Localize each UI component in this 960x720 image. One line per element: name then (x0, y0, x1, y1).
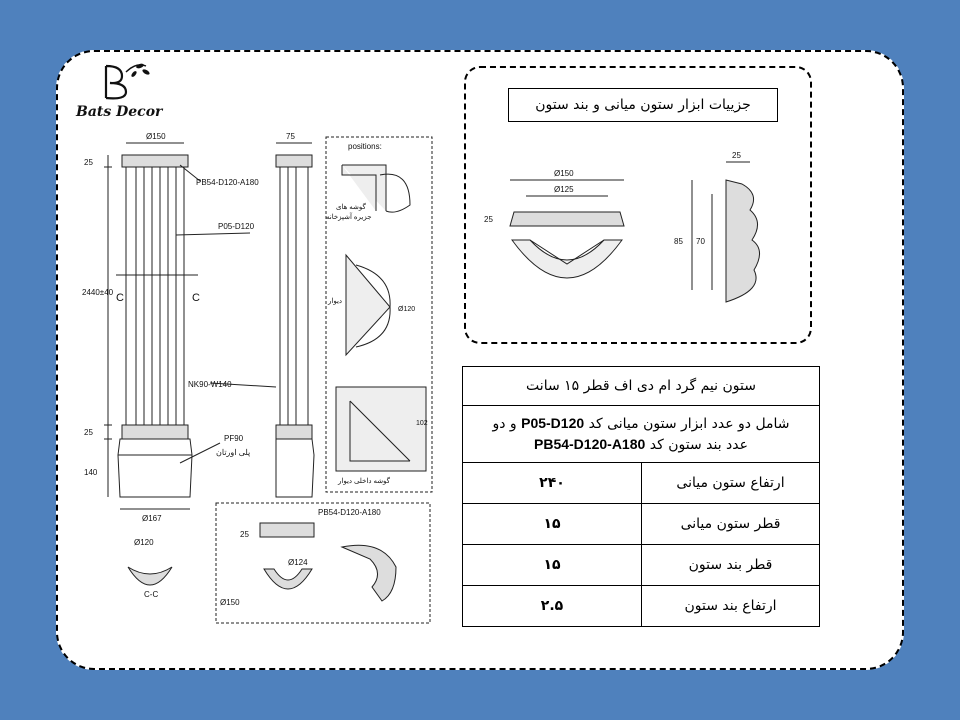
dim-base-height: 140 (84, 468, 98, 477)
spec-label: ارتفاع ستون میانی (642, 463, 820, 504)
detail-dim-outer: Ø150 (554, 169, 574, 178)
detail-drawing (474, 140, 804, 320)
spec-row (463, 586, 820, 627)
dim-pos-dia: Ø120 (398, 306, 416, 313)
position-1-label-b: جزیره آشپزخانه (326, 214, 372, 221)
spec-description (463, 406, 820, 463)
spec-row (463, 504, 820, 545)
positions-label: positions: (348, 142, 382, 151)
detail-dim-total: 85 (674, 237, 683, 246)
position-2-label: دیوار (328, 298, 343, 305)
desc-text-2: و دو (492, 416, 522, 432)
detail-title: جزییات ابزار ستون میانی و بند ستون (508, 88, 778, 122)
dim-top-diameter: Ø150 (146, 132, 166, 141)
spec-row (463, 545, 820, 586)
detail-dim-width: 25 (732, 151, 741, 160)
section-name: C-C (144, 590, 159, 599)
dim-section-dia: Ø120 (134, 538, 154, 547)
dim-ring-outer: Ø150 (220, 598, 240, 607)
section-marker-right: C (192, 292, 200, 304)
spec-value: ۱۵ (463, 504, 642, 545)
dim-top-height: 25 (84, 158, 93, 167)
spec-title: ستون نیم گرد ام دی اف قطر ۱۵ سانت (463, 367, 820, 406)
spec-label: قطر ستون میانی (642, 504, 820, 545)
code-shaft: P05-D120 (218, 222, 255, 231)
code-nk: NK90-W140 (188, 380, 232, 389)
spec-table (462, 366, 820, 627)
dim-side-width: 75 (286, 132, 295, 141)
position-3-label: گوشه داخلی دیوار (338, 478, 391, 485)
detail-dim-inner: Ø125 (554, 185, 574, 194)
spec-value: ۲.۵ (463, 586, 642, 627)
position-1-label: گوشه های (336, 204, 366, 211)
spec-row (463, 463, 820, 504)
dim-base-diameter: Ø167 (142, 514, 162, 523)
code-pf: PF90 (224, 434, 244, 443)
spec-value: ۲۴۰ (463, 463, 642, 504)
ring-box-code: PB54-D120-A180 (318, 508, 381, 517)
desc-code-1: P05-D120 (521, 415, 585, 431)
code-pf-sub: پلی اورتان (216, 448, 251, 457)
desc-code-2: PB54-D120-A180 (534, 436, 646, 452)
code-ring: PB54-D120-A180 (196, 178, 259, 187)
dim-ring-height: 25 (240, 530, 249, 539)
dim-shaft-height: 2440±40 (82, 288, 114, 297)
spec-label: ارتفاع بند ستون (642, 586, 820, 627)
logo-text: Bats Decor (76, 104, 163, 120)
detail-dim-inner-h: 70 (696, 237, 705, 246)
dim-pos-height: 102 (416, 420, 428, 427)
dim-base-cap-height: 25 (84, 428, 93, 437)
desc-text-3: عدد بند ستون کد (645, 437, 748, 453)
detail-dim-height: 25 (484, 215, 493, 224)
desc-text-1: شامل دو عدد ابزار ستون میانی کد (584, 416, 790, 432)
column-technical-drawing (80, 125, 440, 625)
spec-label: قطر بند ستون (642, 545, 820, 586)
spec-value: ۱۵ (463, 545, 642, 586)
dim-ring-inner: Ø124 (288, 558, 308, 567)
section-marker-left: C (116, 292, 124, 304)
